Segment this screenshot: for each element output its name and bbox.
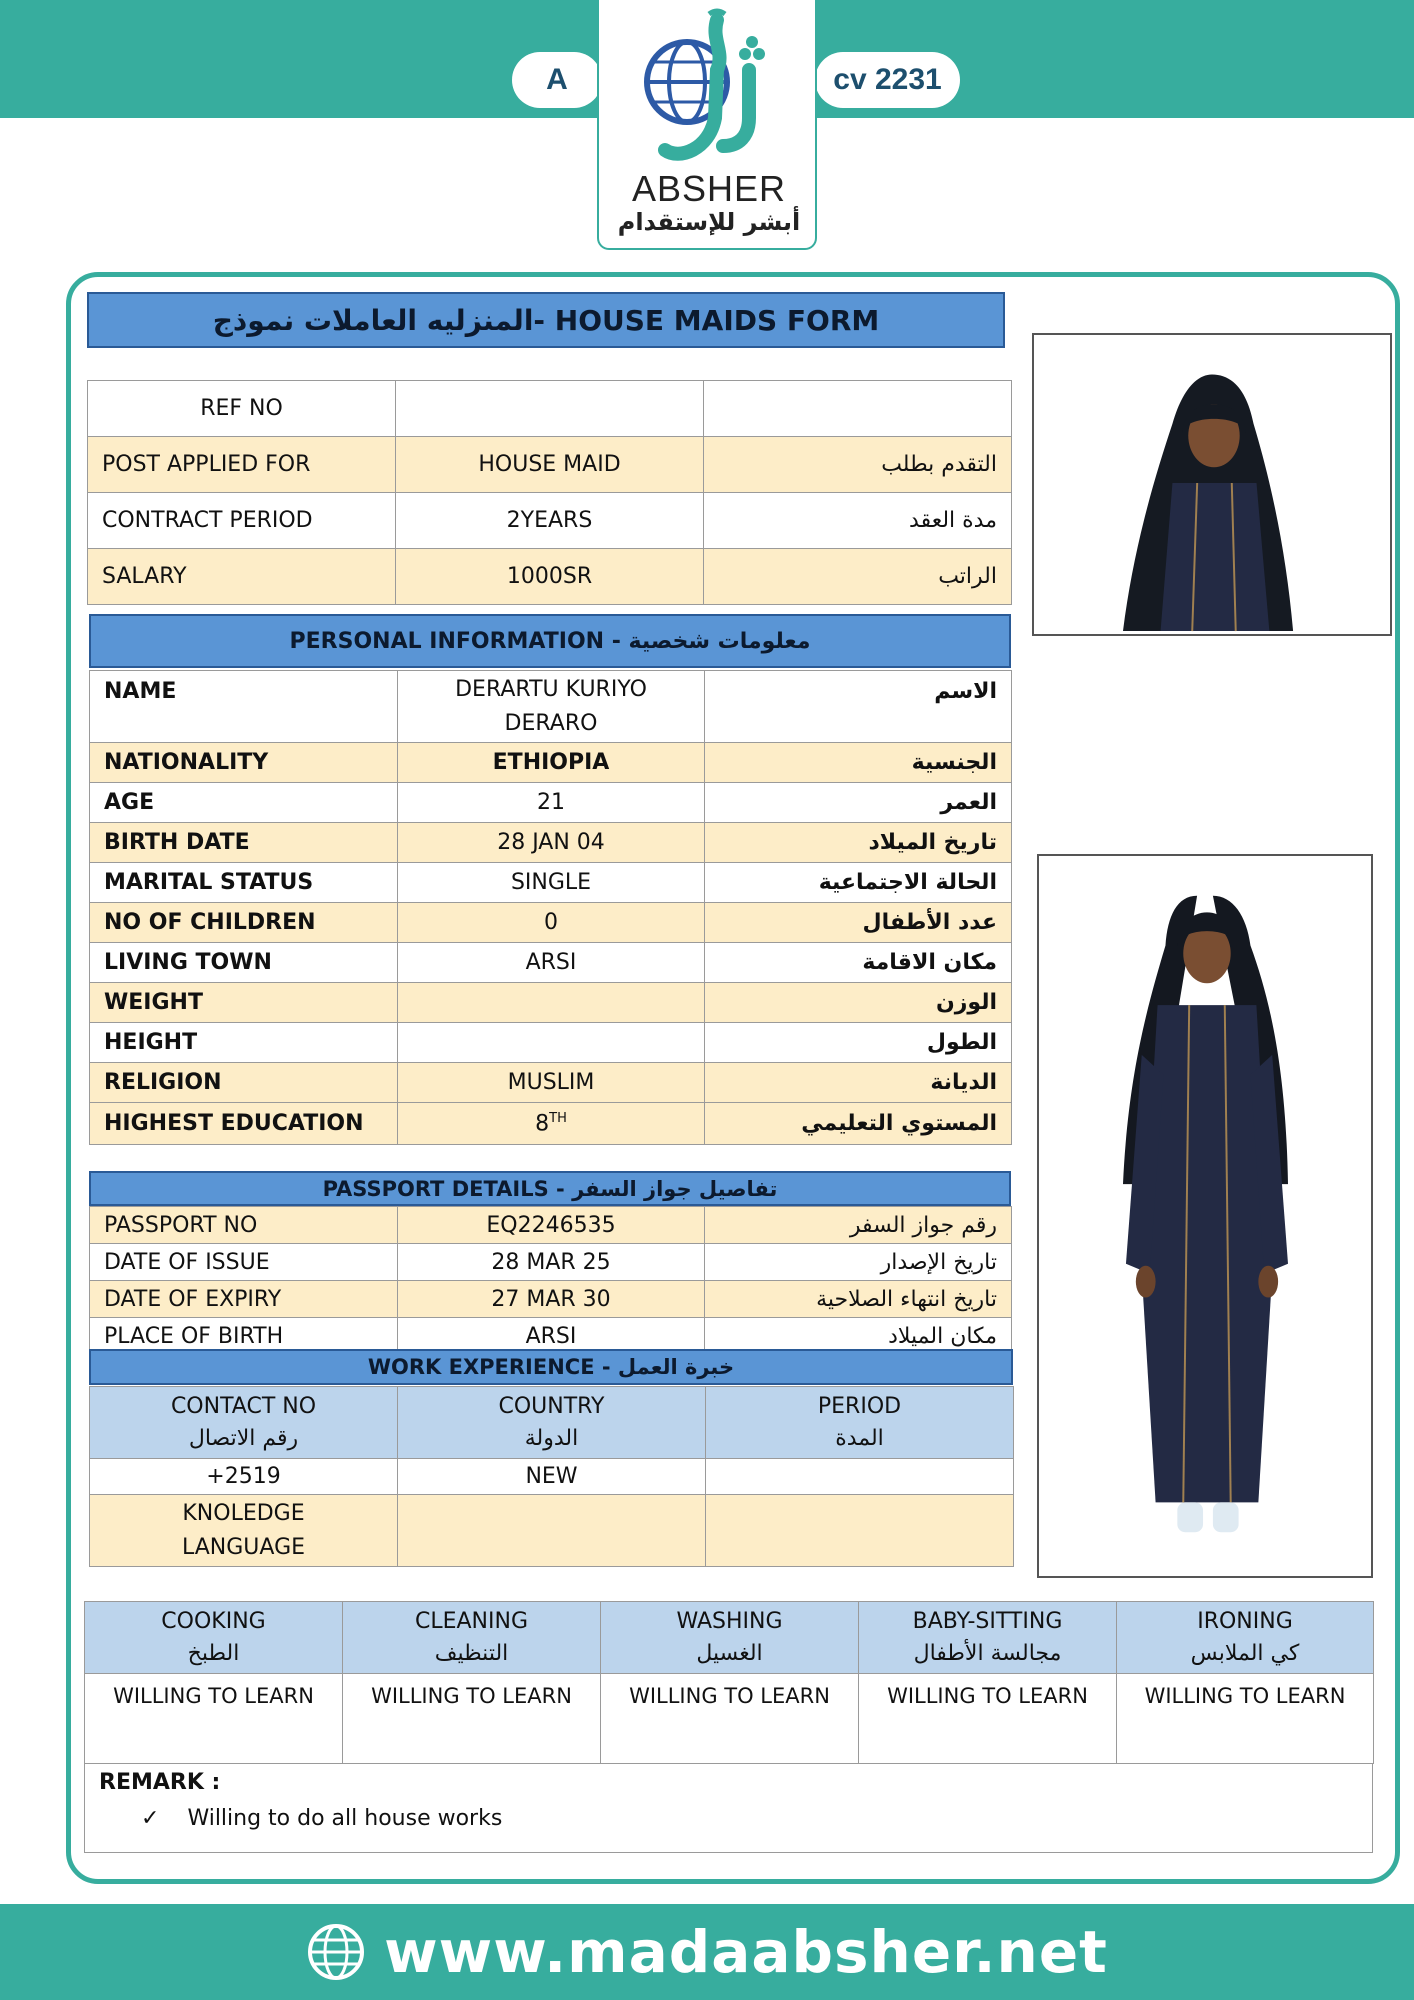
row-value xyxy=(398,1023,705,1063)
row-label: NO OF CHILDREN xyxy=(90,903,398,943)
row-value: ETHIOPIA xyxy=(398,743,705,783)
row-label: POST APPLIED FOR xyxy=(88,437,396,493)
row-label: BIRTH DATE xyxy=(90,823,398,863)
code-pill-right: cv 2231 xyxy=(815,52,960,108)
row-label-ar: الاسم xyxy=(705,671,1012,743)
globe-icon xyxy=(306,1922,366,1982)
logo-text-ar: أبشر للإستقدام xyxy=(617,208,801,236)
table-row xyxy=(90,1063,1012,1103)
row-value xyxy=(398,983,705,1023)
table-row xyxy=(88,381,1012,437)
skill-header-washing xyxy=(601,1602,859,1674)
skill-value: WILLING TO LEARN xyxy=(85,1674,343,1764)
skill-header-en: WASHING xyxy=(676,1608,783,1634)
row-value: EQ2246535 xyxy=(398,1207,705,1244)
row-label: HIGHEST EDUCATION xyxy=(90,1103,398,1145)
table-header-row xyxy=(85,1602,1374,1674)
row-label: AGE xyxy=(90,783,398,823)
remark-box xyxy=(84,1763,1373,1853)
table-cell xyxy=(706,1495,1014,1567)
row-label-ar: الراتب xyxy=(704,549,1012,605)
column-header-ar: المدة xyxy=(835,1425,884,1451)
column-header-en: CONTACT NO xyxy=(170,1393,317,1419)
full-body-photo xyxy=(1037,854,1373,1578)
row-value: ARSI xyxy=(398,943,705,983)
row-label: CONTRACT PERIOD xyxy=(88,493,396,549)
table-row xyxy=(90,671,1012,743)
row-value: SINGLE xyxy=(398,863,705,903)
skill-value: WILLING TO LEARN xyxy=(859,1674,1117,1764)
row-label-ar: العمر xyxy=(705,783,1012,823)
row-label-ar xyxy=(704,381,1012,437)
row-label: DATE OF ISSUE xyxy=(90,1244,398,1281)
row-label: PASSPORT NO xyxy=(90,1207,398,1244)
skill-value: WILLING TO LEARN xyxy=(1117,1674,1374,1764)
row-label-ar: تاريخ انتهاء الصلاحية xyxy=(705,1281,1012,1318)
remark-title: REMARK : xyxy=(99,1770,221,1795)
row-label-ar: الديانة xyxy=(705,1063,1012,1103)
row-label-ar: التقدم بطلب xyxy=(704,437,1012,493)
table-row xyxy=(90,1459,1014,1495)
table-row xyxy=(90,1244,1012,1281)
remark-item xyxy=(141,1806,502,1831)
table-header-row xyxy=(90,1387,1014,1459)
table-row xyxy=(90,783,1012,823)
education-suffix: TH xyxy=(549,1110,567,1126)
row-label-ar: مكان الميلاد xyxy=(705,1318,1012,1355)
table-cell: NEW xyxy=(398,1459,706,1495)
full-body-figure-icon xyxy=(1039,856,1371,1576)
table-row xyxy=(90,903,1012,943)
skill-value: WILLING TO LEARN xyxy=(343,1674,601,1764)
work-experience-heading: WORK EXPERIENCE - خبرة العمل xyxy=(89,1349,1013,1385)
skill-header-en: IRONING xyxy=(1197,1608,1293,1634)
footer xyxy=(0,1904,1414,2000)
code-pill-left: A xyxy=(512,52,602,108)
skill-header-cleaning xyxy=(343,1602,601,1674)
table-row xyxy=(90,1023,1012,1063)
row-value: ARSI xyxy=(398,1318,705,1355)
row-value: 27 MAR 30 xyxy=(398,1281,705,1318)
skill-header-en: COOKING xyxy=(161,1608,266,1634)
remark-text: Willing to do all house works xyxy=(187,1806,503,1831)
skill-header-ar: الطبخ xyxy=(187,1640,240,1666)
row-value xyxy=(396,381,704,437)
skill-header-ar: التنظيف xyxy=(434,1640,509,1666)
table-row xyxy=(90,983,1012,1023)
skill-header-cooking xyxy=(85,1602,343,1674)
row-value: 21 xyxy=(398,783,705,823)
skills-table xyxy=(84,1601,1374,1764)
application-table xyxy=(87,380,1012,605)
row-label-ar: الجنسية xyxy=(705,743,1012,783)
table-cell: +2519 xyxy=(90,1459,398,1495)
row-value: 28 MAR 25 xyxy=(398,1244,705,1281)
column-header xyxy=(706,1387,1014,1459)
table-cell xyxy=(706,1459,1014,1495)
table-cell xyxy=(398,1495,706,1567)
row-label: NAME xyxy=(90,671,398,743)
logo xyxy=(597,0,817,250)
skill-header-ironing xyxy=(1117,1602,1374,1674)
row-label-ar: المستوي التعليمي xyxy=(705,1103,1012,1145)
personal-info-table xyxy=(89,670,1012,1145)
row-label: PLACE OF BIRTH xyxy=(90,1318,398,1355)
row-value: 1000SR xyxy=(396,549,704,605)
row-label: SALARY xyxy=(88,549,396,605)
row-label-ar: رقم جواز السفر xyxy=(705,1207,1012,1244)
row-label-ar: مكان الاقامة xyxy=(705,943,1012,983)
table-row xyxy=(90,1103,1012,1145)
table-row xyxy=(90,823,1012,863)
logo-text-en: ABSHER xyxy=(631,168,787,209)
skill-header-ar: الغسيل xyxy=(696,1640,763,1666)
row-label: WEIGHT xyxy=(90,983,398,1023)
row-label: DATE OF EXPIRY xyxy=(90,1281,398,1318)
row-label-ar: مدة العقد xyxy=(704,493,1012,549)
row-label-ar: تاريخ الميلاد xyxy=(705,823,1012,863)
column-header-en: PERIOD xyxy=(817,1393,902,1419)
skill-header-en: BABY-SITTING xyxy=(912,1608,1063,1634)
row-value: 28 JAN 04 xyxy=(398,823,705,863)
row-value: 2YEARS xyxy=(396,493,704,549)
passport-heading: PASSPORT DETAILS - تفاصيل جواز السفر xyxy=(89,1171,1011,1206)
table-row xyxy=(90,1281,1012,1318)
table-row xyxy=(88,493,1012,549)
row-label: LIVING TOWN xyxy=(90,943,398,983)
row-label-ar: الحالة الاجتماعية xyxy=(705,863,1012,903)
website-link[interactable]: www.madaabsher.net xyxy=(384,1918,1108,1986)
row-label: RELIGION xyxy=(90,1063,398,1103)
skill-header-ar: مجالسة الأطفال xyxy=(913,1640,1062,1666)
skill-header-baby-sitting xyxy=(859,1602,1117,1674)
column-header xyxy=(398,1387,706,1459)
column-header xyxy=(90,1387,398,1459)
personal-info-heading: PERSONAL INFORMATION - معلومات شخصية xyxy=(89,614,1011,668)
column-header-ar: رقم الاتصال xyxy=(188,1425,299,1451)
table-row xyxy=(90,1207,1012,1244)
portrait-photo xyxy=(1032,333,1392,636)
skill-header-en: CLEANING xyxy=(414,1608,529,1634)
education-value: 8 xyxy=(535,1111,550,1137)
logo-mark-icon xyxy=(599,0,819,170)
checkmark-icon: ✓ xyxy=(141,1806,160,1831)
portrait-figure-icon xyxy=(1034,335,1390,634)
row-label: REF NO xyxy=(88,381,396,437)
table-row xyxy=(90,943,1012,983)
table-cell: KNOLEDGE LANGUAGE xyxy=(90,1495,398,1567)
row-value: HOUSE MAID xyxy=(396,437,704,493)
table-row xyxy=(90,1495,1014,1567)
column-header-en: COUNTRY xyxy=(498,1393,605,1419)
work-experience-table xyxy=(89,1386,1014,1567)
table-row xyxy=(90,743,1012,783)
row-label-ar: الطول xyxy=(705,1023,1012,1063)
row-label-ar: عدد الأطفال xyxy=(705,903,1012,943)
table-row xyxy=(88,549,1012,605)
column-header-ar: الدولة xyxy=(524,1425,579,1451)
table-row xyxy=(90,863,1012,903)
row-value: 0 xyxy=(398,903,705,943)
row-label: MARITAL STATUS xyxy=(90,863,398,903)
row-label-ar: تاريخ الإصدار xyxy=(705,1244,1012,1281)
row-label-ar: الوزن xyxy=(705,983,1012,1023)
table-row xyxy=(85,1674,1374,1764)
form-title: المنزليه العاملات نموذج- HOUSE MAIDS FORM xyxy=(87,292,1005,348)
passport-table xyxy=(89,1206,1012,1355)
skill-value: WILLING TO LEARN xyxy=(601,1674,859,1764)
skill-header-ar: كي الملابس xyxy=(1190,1640,1300,1666)
row-label: HEIGHT xyxy=(90,1023,398,1063)
row-value: DERARTU KURIYO DERARO xyxy=(398,671,705,743)
row-value xyxy=(398,1103,705,1145)
row-value: MUSLIM xyxy=(398,1063,705,1103)
row-label: NATIONALITY xyxy=(90,743,398,783)
table-row xyxy=(88,437,1012,493)
